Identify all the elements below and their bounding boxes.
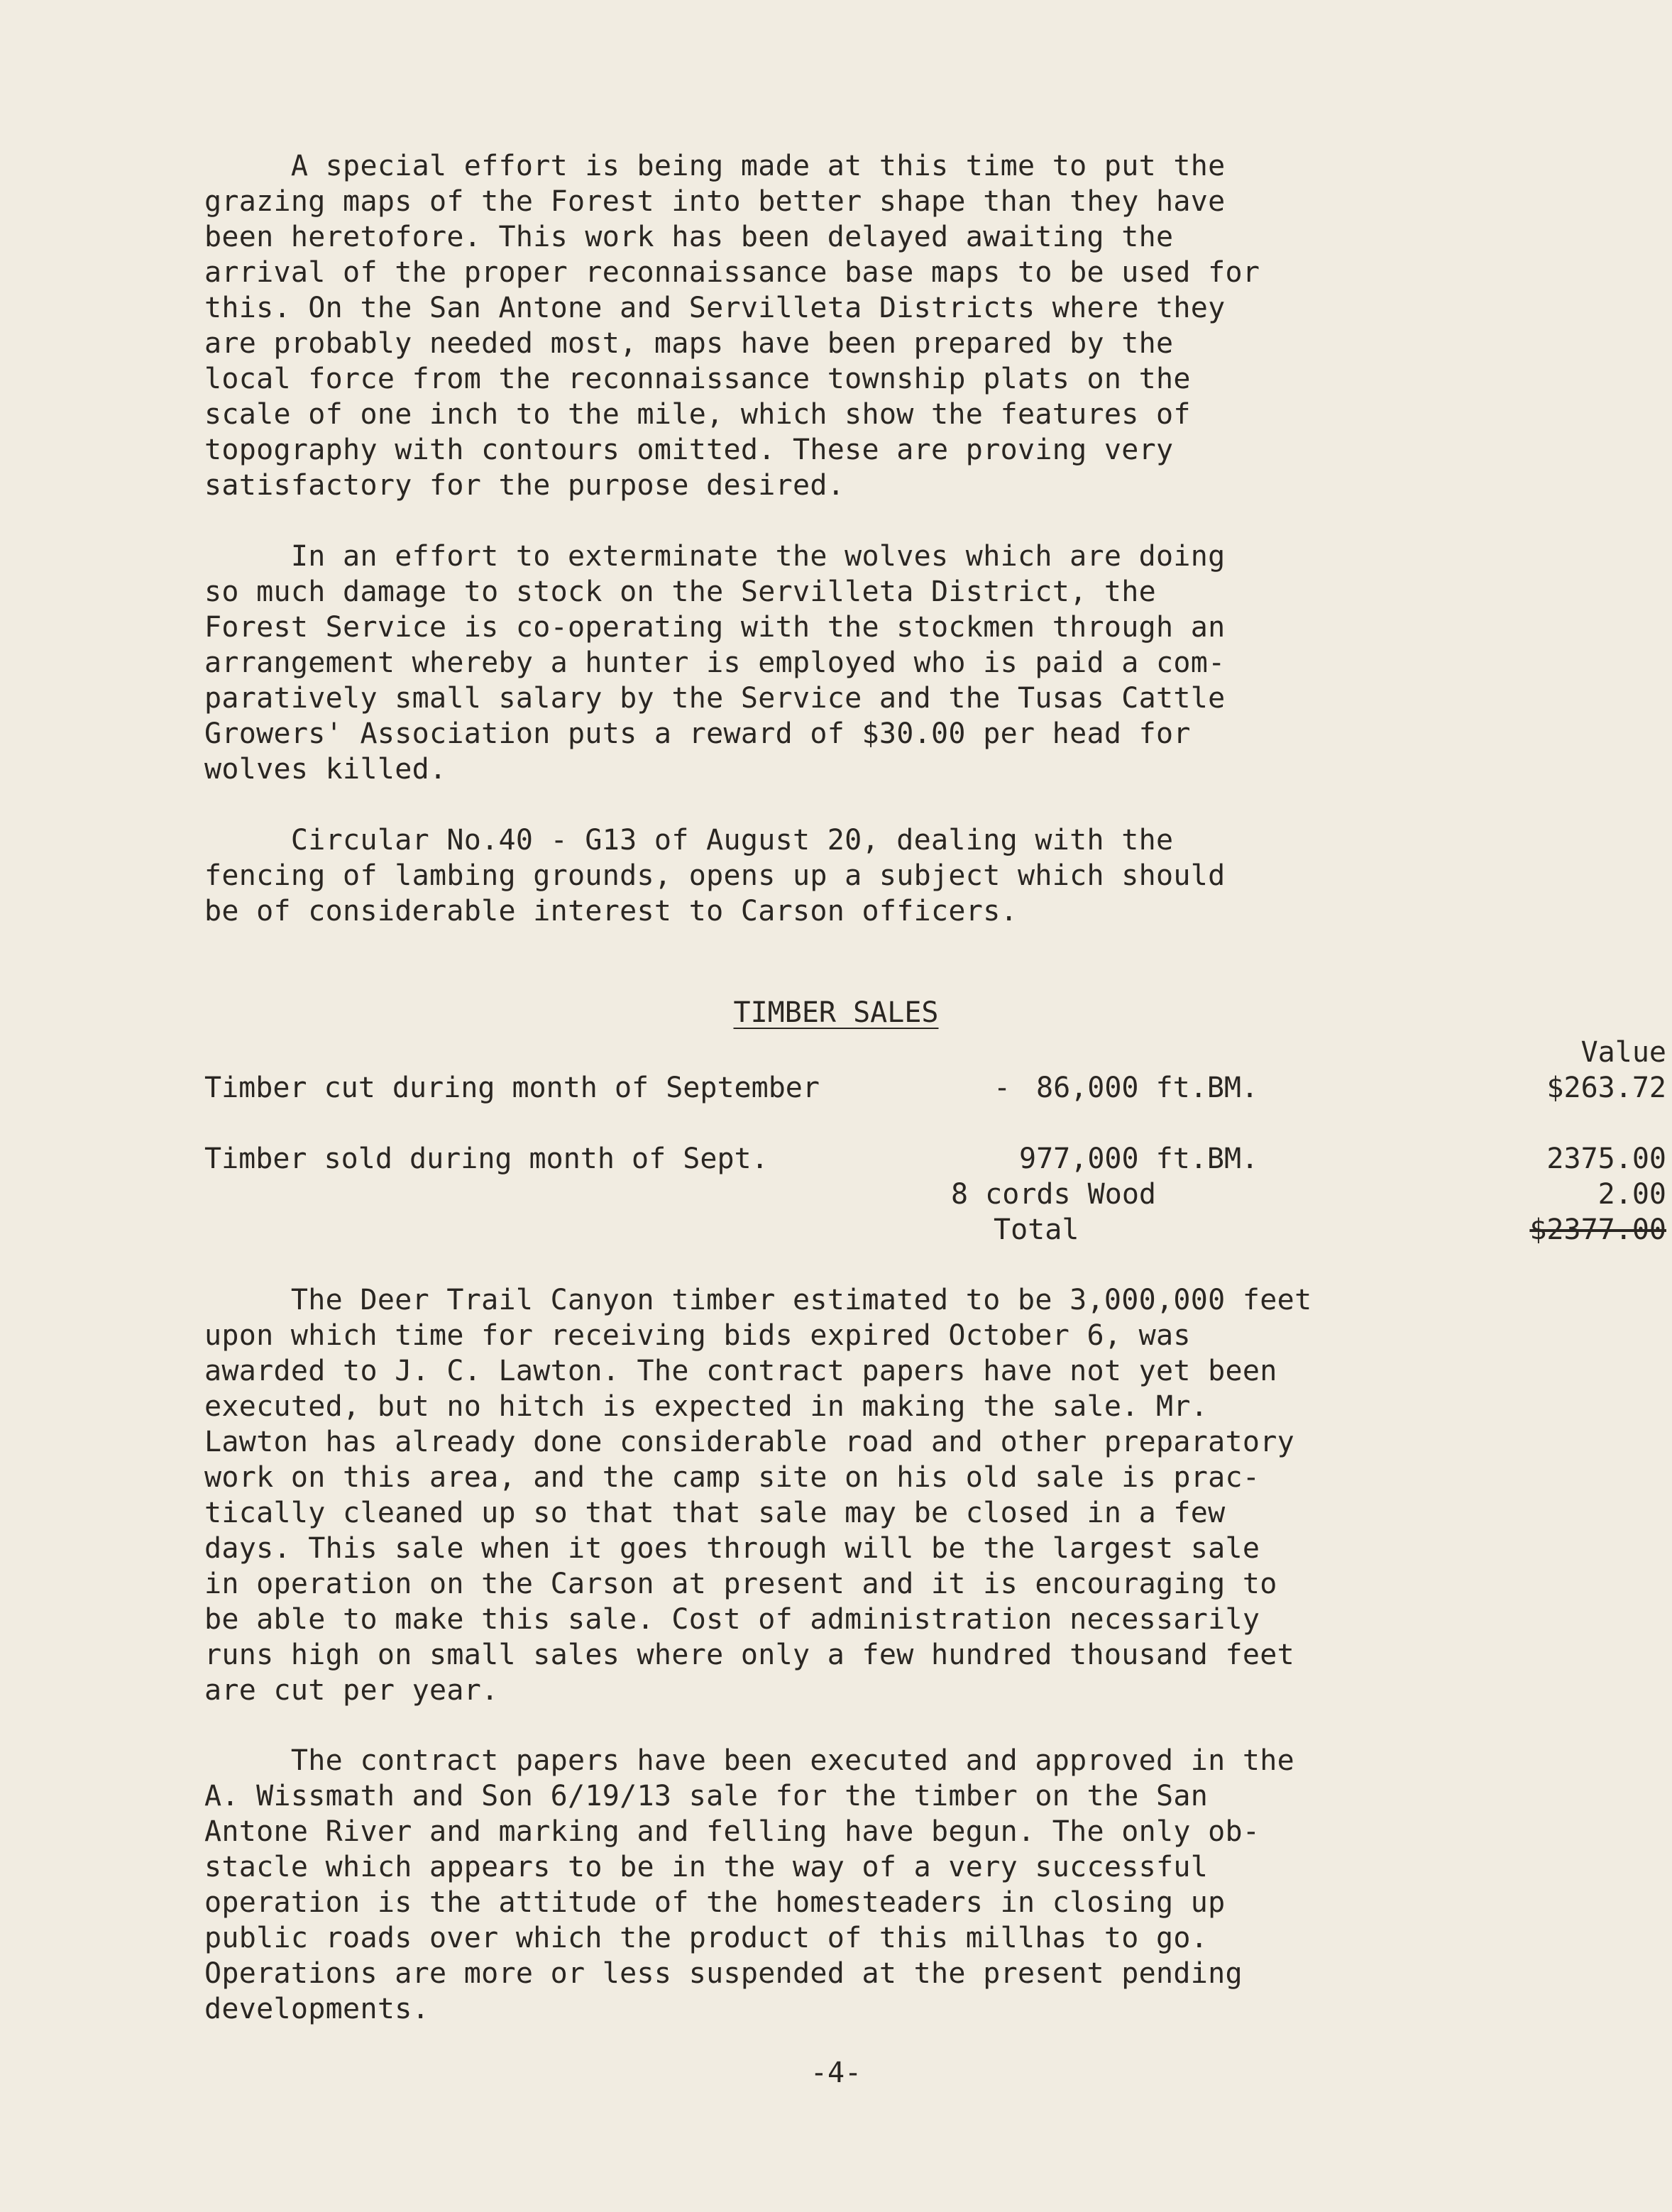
text-line: topography with contours omitted. These are proving very <box>204 434 1174 466</box>
text-line: are probably needed most, maps have been prepared by the <box>204 327 1174 360</box>
text-line: are cut per year. <box>204 1674 499 1707</box>
text-line: executed, but no hitch is expected in making the sale. Mr. <box>204 1390 1209 1423</box>
text-line: work on this area, and the camp site on his old sale is prac- <box>204 1461 1260 1494</box>
text-line: runs high on small sales where only a few hundred thousand feet <box>204 1639 1295 1671</box>
text-line: local force from the reconnaissance township plats on the <box>204 363 1191 395</box>
text-line: days. This sale when it goes through will be the largest sale <box>204 1532 1260 1565</box>
text-line: Growers' Association puts a reward of $30.00 per head for <box>204 717 1191 750</box>
text-line: scale of one inch to the mile, which show the features of <box>204 398 1191 431</box>
text-line: The contract papers have been executed and approved in the <box>204 1744 1295 1777</box>
text-line: Lawton has already done considerable road and other preparatory <box>204 1426 1295 1458</box>
text-line: developments. <box>204 1993 429 2025</box>
wood-value: 2.00 <box>1597 1178 1666 1211</box>
cut-dash: - <box>994 1072 1011 1104</box>
section-title-timber-sales: TIMBER SALES <box>733 996 939 1029</box>
text-line: arrangement whereby a hunter is employed who is paid a com- <box>204 646 1226 679</box>
text-line: operation is the attitude of the homesteaders in closing up <box>204 1886 1226 1919</box>
cut-value: $263.72 <box>1546 1072 1666 1104</box>
sold-value: 2375.00 <box>1546 1143 1666 1175</box>
text-line: wolves killed. <box>204 753 447 786</box>
paragraph-deer-trail <box>204 1282 1556 1708</box>
text-line: be of considerable interest to Carson officers. <box>204 895 1018 928</box>
text-line: arrival of the proper reconnaissance base maps to be used for <box>204 256 1260 289</box>
sold-amount: 977,000 ft.BM. <box>1019 1143 1259 1175</box>
sold-label: Timber sold during month of Sept. <box>204 1143 769 1175</box>
page-number: -4- <box>810 2057 862 2089</box>
text-line: stacle which appears to be in the way of a very successful <box>204 1851 1209 1883</box>
text-line: grazing maps of the Forest into better shape than they have <box>204 185 1226 218</box>
paragraph-wissmath <box>204 1743 1556 2027</box>
text-line: In an effort to exterminate the wolves which are doing <box>204 540 1226 573</box>
total-label: Total <box>994 1214 1079 1246</box>
text-line: fencing of lambing grounds, opens up a subject which should <box>204 859 1226 892</box>
text-line: A special effort is being made at this time to put the <box>204 150 1226 182</box>
wood-amount: 8 cords Wood <box>951 1178 1156 1211</box>
text-line: this. On the San Antone and Servilleta Districts where they <box>204 292 1226 324</box>
text-line: paratively small salary by the Service and the Tusas Cattle <box>204 682 1226 715</box>
text-line: upon which time for receiving bids expired October 6, was <box>204 1319 1191 1352</box>
text-line: public roads over which the product of this millhas to go. <box>204 1922 1209 1954</box>
text-line: A. Wissmath and Son 6/19/13 sale for the timber on the San <box>204 1780 1209 1812</box>
text-line: so much damage to stock on the Servilleta District, the <box>204 576 1157 608</box>
text-line: Antone River and marking and felling have begun. The only ob- <box>204 1815 1260 1848</box>
text-line: satisfactory for the purpose desired. <box>204 469 845 502</box>
text-line: Operations are more or less suspended at the present pending <box>204 1957 1243 1990</box>
text-line: tically cleaned up so that that sale may be closed in a few <box>204 1497 1226 1529</box>
total-value: $2377.00 <box>1529 1214 1666 1246</box>
cut-amount: 86,000 ft.BM. <box>1036 1072 1259 1104</box>
paragraph-circular <box>204 822 1556 929</box>
text-line: Circular No.40 - G13 of August 20, dealing with the <box>204 824 1174 857</box>
text-line: Forest Service is co-operating with the stockmen through an <box>204 611 1226 644</box>
cut-label: Timber cut during month of September <box>204 1072 820 1104</box>
text-line: in operation on the Carson at present and it is encouraging to <box>204 1568 1277 1600</box>
text-line: been heretofore. This work has been delayed awaiting the <box>204 221 1174 253</box>
text-line: The Deer Trail Canyon timber estimated to be 3,000,000 feet <box>204 1284 1312 1316</box>
paragraph-wolves <box>204 539 1556 787</box>
paragraph-grazing-maps <box>204 148 1556 503</box>
text-line: be able to make this sale. Cost of administration necessarily <box>204 1603 1260 1636</box>
text-line: awarded to J. C. Lawton. The contract papers have not yet been <box>204 1355 1277 1387</box>
value-column-header: Value <box>1580 1036 1666 1069</box>
